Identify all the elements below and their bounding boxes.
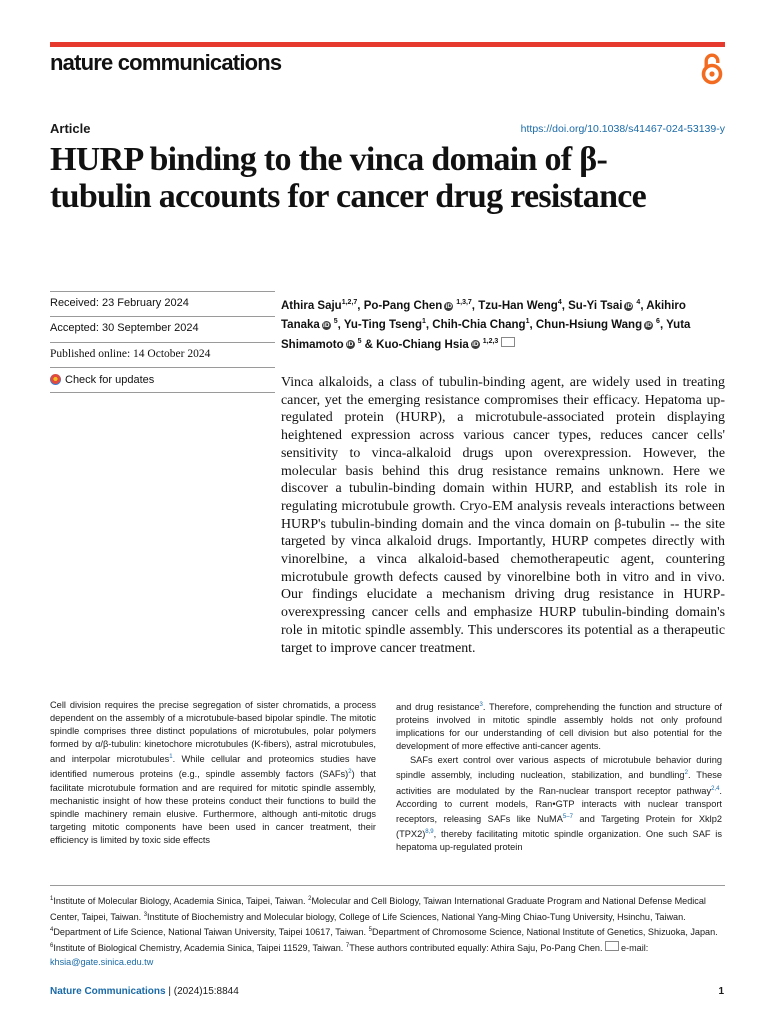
- author-name[interactable]: Po-Pang Chen: [363, 299, 443, 312]
- author-name[interactable]: Akihiro Tanaka: [281, 299, 686, 332]
- author-separator: ,: [471, 299, 479, 312]
- body-text: and Targeting Protein for Xklp2 (TPX2): [396, 813, 722, 839]
- affiliation-text: Department of Chromosome Science, National Institute of Genetics, Shizuoka, Japan.: [371, 927, 718, 938]
- affiliation-text: Institute of Molecular Biology, Academia Sinica, Taipei, Taiwan.: [53, 896, 309, 906]
- email-icon: [605, 941, 619, 951]
- affiliation-number: 6: [50, 943, 54, 950]
- author-name[interactable]: Su-Yi Tsai: [568, 299, 623, 312]
- author-name[interactable]: Yu-Ting Tseng: [343, 319, 422, 332]
- affiliation-text: Molecular and Cell Biology, Taiwan International Graduate Program and National Defense Medical Center, Taipei, Taiwan.: [50, 896, 706, 922]
- author-list: [281, 295, 726, 353]
- divider: [50, 367, 275, 368]
- author-affiliation: 1,2,3: [480, 337, 499, 345]
- citation-link[interactable]: 2,4: [711, 785, 720, 792]
- author-name[interactable]: Chun-Hsiung Wang: [535, 319, 643, 332]
- body-column-left: [50, 699, 376, 847]
- author-name[interactable]: Athira Saju: [281, 299, 342, 312]
- affiliation-number: 4: [50, 927, 54, 934]
- author-separator: ,: [337, 319, 344, 332]
- author-name[interactable]: Chih-Chia Chang: [432, 319, 526, 332]
- author-name[interactable]: Kuo-Chiang Hsia: [376, 338, 469, 351]
- footnote-rule: [50, 885, 725, 886]
- author-affiliation: 5: [331, 318, 338, 326]
- divider: [50, 291, 275, 292]
- orcid-icon[interactable]: iD: [645, 322, 652, 330]
- page-number: 1: [718, 986, 724, 997]
- article-title: HURP binding to the vinca domain of β-tubulin accounts for cancer drug resistance: [50, 141, 647, 215]
- doi-link[interactable]: https://doi.org/10.1038/s41467-024-53139-y: [520, 123, 725, 135]
- author-affiliation: 5: [355, 337, 362, 345]
- body-text: . While cellular and proteomics studies have identified numerous proteins (e.g., spindle assembly factors (SAFs): [50, 754, 376, 780]
- article-type: Article: [50, 121, 91, 136]
- divider: [50, 392, 275, 393]
- author-affiliation: 1,2,7: [341, 299, 358, 306]
- orcid-icon[interactable]: iD: [625, 302, 633, 310]
- author-separator: ,: [659, 319, 667, 332]
- orcid-icon[interactable]: iD: [346, 341, 354, 349]
- published-date: Published online: 14 October 2024: [50, 348, 211, 360]
- affiliations-footnote: [50, 893, 726, 970]
- accepted-date: Accepted: 30 September 2024: [50, 322, 199, 334]
- divider: [50, 316, 275, 317]
- body-text: SAFs exert control over various aspects of microtubule behavior during spindle assembly, including nucleation, stabilization, and bundling: [396, 755, 722, 781]
- author-separator: ,: [640, 299, 647, 312]
- author-affiliation: 1,3,7: [454, 299, 472, 306]
- author-name[interactable]: Tzu-Han Weng: [478, 299, 558, 312]
- author-separator: ,: [357, 299, 364, 312]
- author-separator: &: [361, 338, 377, 351]
- body-text: . Therefore, comprehending the function and structure of proteins involved in mitotic spindle assembly holds not only profound implications for our understanding of cell division but also potential for the development of more effective anti-cancer agents.: [396, 702, 723, 752]
- body-text: Cell division requires the precise segregation of sister chromatids, a process dependent on the assembly of a microtubule-based bipolar spindle. The mitotic spindle comprises three distinct populations of microtubules, polar polymers formed by α/β-tubulin: kinetochore microtubules (K-fibers), astral microtubules, and interpolar microtubules: [50, 700, 376, 765]
- citation-link[interactable]: 2: [684, 770, 688, 777]
- body-text: . These activities are modulated by the Ran-nuclear transport receptor pathway: [396, 770, 723, 796]
- email-link[interactable]: khsia@gate.sinica.edu.tw: [50, 956, 154, 967]
- body-text: ) that facilitate microtubule formation and are required for mitotic spindle assembly, mechanistic insight of how these proteins conduct their functions to build the spindle machinery remain elusive. Furthermore, although anti-mitotic drugs targeting mitotic components have been used in cancer treatment, their efficiency is limited by toxic side effects: [50, 769, 376, 845]
- citation-link[interactable]: 5–7: [562, 813, 573, 820]
- citation-link[interactable]: 2: [348, 769, 352, 776]
- affiliation-text: Institute of Biological Chemistry, Academia Sinica, Taipei 11529, Taiwan.: [53, 943, 346, 954]
- author-separator: ,: [425, 319, 433, 332]
- orcid-icon[interactable]: iD: [323, 322, 330, 330]
- affiliation-number: 5: [368, 927, 372, 934]
- body-column-right: [396, 699, 722, 854]
- author-affiliation: 1: [525, 318, 530, 326]
- affiliation-text: Institute of Biochemistry and Molecular biology, College of Life Sciences, National Yang-Ming Chiao-Tung University, Hsinchu, Taiwan.: [147, 911, 686, 922]
- footer-citation: | (2024)15:8844: [165, 986, 239, 997]
- body-text: and drug resistance: [396, 702, 480, 712]
- orcid-icon[interactable]: iD: [472, 341, 479, 349]
- body-text: . According to current models, Ran•GTP interacts with nuclear transport receptors, releasing SAFs like NuMA: [396, 785, 722, 824]
- open-access-icon: [698, 52, 726, 86]
- affiliation-text: Department of Life Science, National Taiwan University, Taipei 10617, Taiwan.: [53, 927, 369, 938]
- author-affiliation: 6: [654, 318, 660, 326]
- affiliation-number: 7: [345, 943, 350, 950]
- citation-link[interactable]: 8,9: [425, 828, 434, 835]
- abstract: Vinca alkaloids, a class of tubulin-binding agent, are widely used in treating cancer, yet the emerging resistance compromises their efficacy. Hepatoma up-regulated protein (HURP), a microtubule-associated protein displaying heightened expression across various cancer types, reduces cancer cells' sensitivity to vinca-alkaloid drugs upon overexpression. However, the molecular basis behind this drug resistance remains unknown. Here we discover a tubulin-binding domain within HURP, and establish its role in regulating microtubule growth. Cryo-EM analysis reveals interactions between HURP's tubulin-binding domain and the vinca domain on β-tubulin -- the site targeted by vinca alkaloid drugs. Importantly, HURP competes directly with vinorelbine, a vinca alkaloid-based chemotherapeutic agent, countering microtubule growth defects caused by vinorelbine both in vitro and in vivo. Our findings elucidate a mechanism driving drug resistance in HURP-overexpressing cancer cells and emphasize HURP tubulin-binding domain's role in mitotic spindle assembly. This underscores its potential as a therapeutic target to improve cancer treatment.: [281, 375, 725, 656]
- affiliation-number: 3: [143, 911, 148, 918]
- journal-name: nature communications: [50, 50, 282, 75]
- author-affiliation: 1: [421, 318, 426, 326]
- paragraph: [396, 754, 722, 854]
- footer-journal: Nature Communications: [50, 986, 166, 997]
- citation-link[interactable]: 1: [169, 754, 173, 761]
- author-affiliation: 4: [634, 299, 641, 306]
- author-affiliation: 4: [557, 299, 562, 306]
- body-text: , thereby facilitating mitotic spindle organization. One such SAF is hepatoma up-regulated protein: [396, 828, 722, 852]
- orcid-icon[interactable]: iD: [445, 302, 453, 310]
- check-updates-icon: [50, 374, 61, 385]
- page-footer: [50, 986, 239, 997]
- email-label: e-mail:: [621, 943, 649, 954]
- affiliation-text: These authors contributed equally: Athira Saju, Po-Pang Chen.: [349, 943, 605, 954]
- affiliation-number: 2: [308, 896, 312, 902]
- author-separator: ,: [561, 299, 569, 312]
- email-icon[interactable]: [501, 337, 515, 347]
- check-updates-button[interactable]: [50, 374, 154, 386]
- author-name[interactable]: Yuta Shimamoto: [281, 319, 691, 351]
- received-date: Received: 23 February 2024: [50, 297, 189, 309]
- affiliation-number: 1: [50, 896, 54, 902]
- check-updates-label: Check for updates: [65, 374, 155, 386]
- author-separator: ,: [529, 319, 536, 332]
- divider: [50, 342, 275, 343]
- header-rule: [50, 42, 725, 47]
- citation-link[interactable]: 3: [479, 702, 483, 708]
